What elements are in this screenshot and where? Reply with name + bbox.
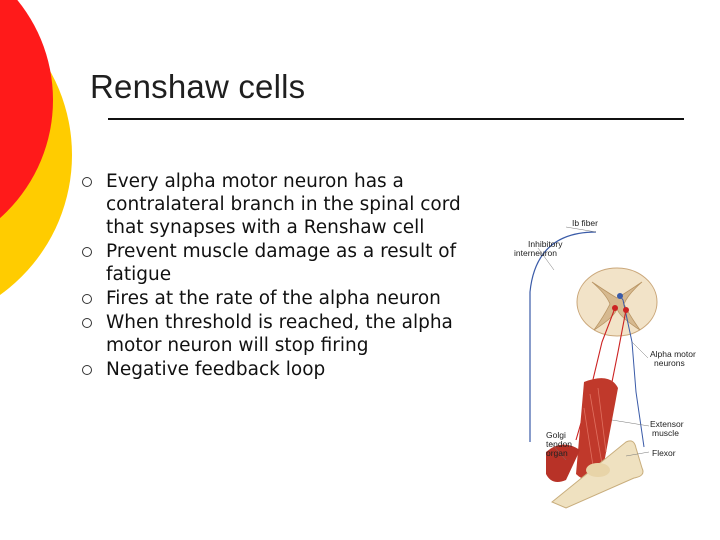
label-extensor: Extensor — [650, 419, 684, 429]
label-ib-fiber: Ib fiber — [572, 218, 598, 228]
motor-neuron-dot — [623, 307, 629, 313]
bullet-text: Every alpha motor neuron has a contralateral branch in the spinal cord that synapses with a Renshaw cell — [106, 171, 461, 238]
bullet-icon — [82, 247, 92, 257]
reflex-arc-diagram — [506, 212, 702, 510]
label-neurons: neurons — [654, 358, 685, 368]
interneuron-dot — [617, 293, 623, 299]
elbow-joint — [586, 463, 610, 477]
slide-title: Renshaw cells — [90, 68, 306, 105]
label-tendon: tendon — [546, 439, 572, 449]
bullet-item — [82, 311, 492, 357]
motor-neuron-dot — [612, 305, 618, 311]
label-interneuron: interneuron — [514, 248, 558, 258]
bullet-text: Prevent muscle damage as a result of fatigue — [106, 241, 457, 285]
bullet-icon — [82, 177, 92, 187]
bullet-item — [82, 287, 492, 310]
bullet-icon — [82, 365, 92, 375]
bullet-item — [82, 358, 492, 381]
bullet-text: Negative feedback loop — [106, 359, 326, 380]
bullet-icon — [82, 318, 92, 328]
label-golgi: Golgi — [546, 430, 566, 440]
bullet-list — [82, 170, 492, 382]
bullet-icon — [82, 294, 92, 304]
label-alpha-motor: Alpha motor — [650, 349, 696, 359]
label-muscle: muscle — [652, 428, 679, 438]
decorative-circles — [0, 0, 90, 300]
label-flexor: Flexor — [652, 448, 676, 458]
title-underline — [108, 118, 684, 120]
bullet-text: Fires at the rate of the alpha neuron — [106, 288, 441, 309]
bullet-item — [82, 170, 492, 239]
label-organ: organ — [546, 448, 568, 458]
label-inhibitory: Inhibitory — [528, 239, 563, 249]
bullet-item — [82, 240, 492, 286]
bullet-text: When threshold is reached, the alpha motor neuron will stop firing — [106, 312, 453, 356]
spinal-cord — [577, 268, 657, 336]
